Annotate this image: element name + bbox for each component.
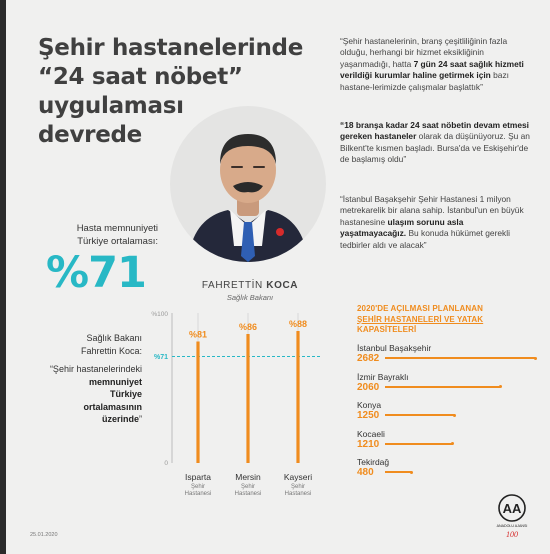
x-tick-label: Isparta [185, 472, 211, 482]
bar [296, 331, 299, 463]
logo-text: AA [502, 501, 522, 516]
minister-name [150, 280, 350, 291]
x-tick-sublabel-1: Şehir [240, 484, 256, 490]
planned-title-line-3: KAPASİTELERİ [357, 325, 417, 334]
minister-quote-highlight: Türkiye [109, 389, 142, 399]
planned-hospital-name: Kocaeli [357, 428, 385, 439]
aa-logo-icon [492, 494, 532, 542]
planned-hospital-name: Tekirdağ [357, 457, 390, 467]
planned-hospital-item [357, 457, 537, 486]
planned-hospital-item [357, 429, 537, 458]
anadolu-agency-logo [492, 494, 532, 547]
bar-value-label: %88 [288, 319, 308, 329]
quote-basaksehir [340, 194, 530, 251]
reference-label: %71 [153, 354, 168, 361]
planned-capacity-bar [385, 471, 412, 473]
headline-line-3: uygulaması [38, 93, 184, 119]
planned-hospital-capacity: 2060 [357, 381, 380, 393]
planned-hospital-item [357, 400, 537, 429]
planned-hospital-item [357, 372, 537, 401]
planned-title-line-2: ŞEHİR HASTANELERİ VE YATAK [357, 314, 484, 324]
portrait-illustration [170, 106, 326, 262]
planned-hospital-name: İstanbul Başakşehir [357, 343, 432, 353]
planned-hospital-capacity: 1250 [357, 410, 380, 421]
satisfaction-value: %71 [46, 248, 146, 298]
planned-hospitals-list [357, 343, 537, 486]
satisfaction-label-line-2: Türkiye ortalaması: [77, 236, 158, 247]
planned-hospitals-title [357, 304, 537, 336]
planned-hospital-name: Konya [357, 400, 382, 410]
planned-hospital-item [357, 343, 537, 372]
left-edge-stripe [0, 0, 6, 554]
x-tick-label: Kayseri [283, 472, 313, 482]
planned-capacity-bar [385, 414, 455, 416]
first-name: FAHRETTİN [201, 280, 263, 291]
planned-hospital-capacity: 1210 [357, 438, 380, 450]
planned-title-line-1: 2020'DE AÇILMASI PLANLANAN [357, 304, 483, 313]
bar-end-dot [499, 385, 502, 388]
bar [196, 342, 199, 464]
minister-quote-text: ” [139, 414, 142, 424]
planned-hospital-capacity: 2682 [357, 353, 380, 364]
quote-text: bazı hastane-lerimizde çalışmalar başlattık” [340, 70, 509, 92]
headline-line-1: Şehir hastanelerinde [38, 35, 303, 61]
bar-end-dot [534, 357, 537, 360]
minister-quote-text: “Şehir hastanelerindeki [49, 364, 142, 374]
bar-value-label: %86 [238, 322, 258, 332]
satisfaction-label-line-1: Hasta memnuniyeti [76, 223, 158, 234]
last-name: KOCA [266, 280, 299, 291]
bar [246, 334, 249, 463]
x-tick-sublabel-1: Şehir [190, 484, 206, 490]
x-tick-sublabel-1: Şehir [290, 484, 306, 490]
quote-text: olarak da düşünüyoruz. Şu an Bilkent'te kısmen başladı. Bursa'da ve Eskişehir'de de başlamış oldu” [340, 131, 530, 165]
bar-value-label: %81 [188, 329, 208, 340]
quote-highlight: 7 gün 24 saat sağlık hizmeti verildiği kurumlar haline getirmek için [340, 58, 524, 81]
quote-text: “İstanbul Başakşehir Şehir Hastanesi 1 milyon metrekarelik bir alana sahip. İstanbul'un en büyük hastanesine [340, 194, 524, 227]
y-tick-label-min: 0 [164, 460, 168, 467]
planned-capacity-bar [385, 357, 535, 359]
planned-capacity-bar [385, 386, 500, 388]
minister-quote-highlight: memnuniyet [88, 376, 142, 387]
x-tick-sublabel-2: Hastanesi [184, 491, 212, 497]
quote-highlight: “18 branşa kadar 24 saat nöbetin devam etmesi gereken hastaneler [340, 120, 529, 142]
minister-role: Sağlık Bakanı [226, 293, 274, 302]
quote-18-branches [340, 120, 530, 166]
x-tick-sublabel-2: Hastanesi [234, 491, 262, 497]
minister-fullname: Fahrettin Koca: [80, 345, 142, 356]
x-tick-label: Mersin [235, 472, 261, 482]
quote-text: Bu konuda hükümet gerekli tedbirler aldı ve alacak” [340, 228, 510, 250]
publish-date: 25.01.2020 [30, 532, 58, 538]
satisfaction-bar-chart [150, 305, 335, 505]
x-tick-sublabel-2: Hastanesi [284, 491, 312, 497]
minister-quote [36, 332, 142, 426]
minister-portrait [170, 106, 326, 262]
minister-quote-highlight: üzerinde [101, 414, 139, 424]
quote-24-hour-service [340, 36, 530, 93]
planned-capacity-bar [385, 443, 453, 445]
quote-text: “Şehir hastanelerinin, branş çeşitliliğinin fazla olduğu, herhangi bir hizmet eksikliğinin yaşanmadığı, hatta [340, 36, 508, 69]
planned-hospital-capacity: 480 [357, 467, 374, 478]
logo-subtitle: ANADOLU AJANSI [496, 524, 528, 528]
quote-highlight: ulaşım sorunu asla yaşatmayacağız. [340, 216, 464, 239]
headline-line-4: devrede [38, 122, 142, 148]
satisfaction-label [28, 222, 158, 248]
logo-year: 100 [506, 530, 518, 539]
minister-quote-highlight: ortalamasının [83, 401, 142, 412]
headline-line-2: “24 saat nöbet” [38, 64, 243, 90]
planned-hospital-name: İzmir Bayraklı [357, 371, 409, 382]
y-tick-label-max: %100 [151, 311, 168, 318]
minister-title: Sağlık Bakanı [86, 333, 142, 343]
